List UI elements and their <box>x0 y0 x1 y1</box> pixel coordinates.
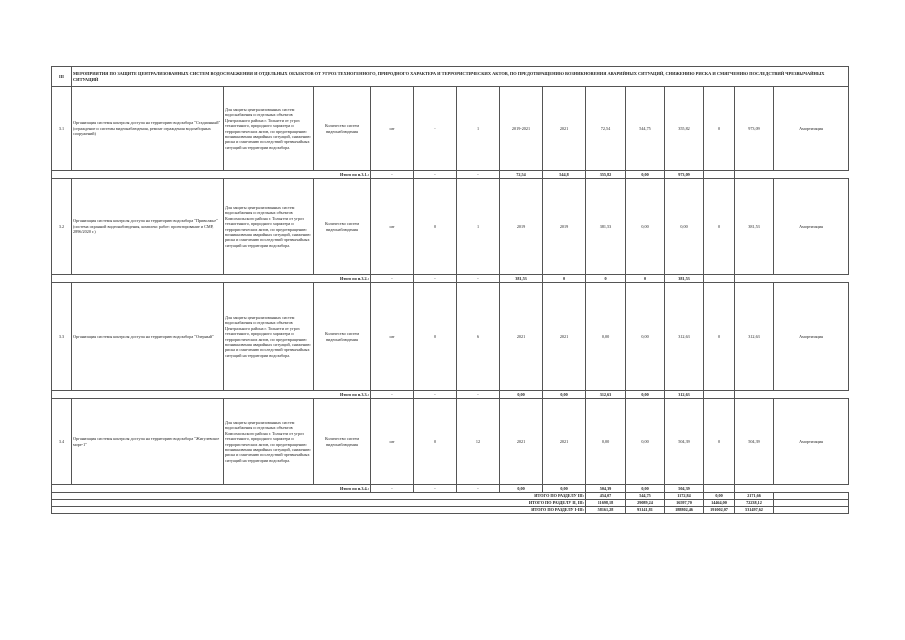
total-empty <box>774 507 849 514</box>
subtotal-value: 72,54 <box>500 171 543 179</box>
subtotal-value: - <box>457 391 500 399</box>
subtotal-label: Итого по п.3.4.: <box>52 485 371 493</box>
value-after: 1 <box>457 179 500 275</box>
value-before: 0 <box>414 283 457 391</box>
subtotal-value: 0,00 <box>500 391 543 399</box>
subtotal-value: - <box>414 275 457 283</box>
subtotal-value: - <box>371 171 414 179</box>
total-value: 11698,18 <box>586 500 626 507</box>
total-value: 544,75 <box>626 493 665 500</box>
total-empty <box>774 500 849 507</box>
subtotal-value: 0,00 <box>500 485 543 493</box>
total-label: ИТОГО ПО РАЗДЕЛУ I-III: <box>52 507 586 514</box>
total-value: 1172,84 <box>665 493 704 500</box>
row-number: 3.3 <box>52 283 72 391</box>
cost-year-3: 0,00 <box>665 179 704 275</box>
end-year: 2021 <box>543 283 586 391</box>
table-row <box>52 179 849 275</box>
total-value: 191002,07 <box>704 507 735 514</box>
cost-year-2: 0,00 <box>626 179 665 275</box>
grand-total-row <box>52 493 849 500</box>
funding-source: Амортизация <box>774 283 849 391</box>
cost-year-1: 72,54 <box>586 87 626 171</box>
subtotal-value: 0 <box>586 275 626 283</box>
row-number: 3.2 <box>52 179 72 275</box>
indicator-name: Количество систем видеонаблюдения <box>314 179 371 275</box>
subtotal-value: 544,8 <box>543 171 586 179</box>
start-year: 2021 <box>500 399 543 485</box>
subtotal-value: 504,39 <box>586 485 626 493</box>
unit-cell: шт <box>371 179 414 275</box>
row-number: 3.1 <box>52 87 72 171</box>
unit-cell: шт <box>371 283 414 391</box>
indicator-name: Количество систем видеонаблюдения <box>314 283 371 391</box>
grand-total-row <box>52 507 849 514</box>
subtotal-value: 312,63 <box>586 391 626 399</box>
subtotal-row <box>52 171 849 179</box>
grand-total-row <box>52 500 849 507</box>
end-year: 2021 <box>543 87 586 171</box>
total-label: ИТОГО ПО РАЗДЕЛУ II, III: <box>52 500 586 507</box>
start-year: 2019 <box>500 179 543 275</box>
funding-source: Амортизация <box>774 179 849 275</box>
table-row <box>52 399 849 485</box>
table-row <box>52 87 849 171</box>
subtotal-value: 0,00 <box>543 485 586 493</box>
cost-year-3: 312,63 <box>665 283 704 391</box>
row-number: 3.4 <box>52 399 72 485</box>
total-value: 72238,12 <box>735 500 774 507</box>
measure-goal: Для защиты централизованных систем водоснабжения и отдельных объектов Комсомольского района г. Тольятти от угроз техногенного, природного характера и террористических актов, по предотвращению возникновения аварийных ситуаций, снижению риска и смягчению последствий чрезвычайных ситуаций на территории водозабора. <box>224 399 314 485</box>
value-after: 6 <box>457 283 500 391</box>
funding-source: Амортизация <box>774 399 849 485</box>
cost-year-2: 0,00 <box>626 283 665 391</box>
subtotal-value: 504,39 <box>665 485 704 493</box>
total-value: 531497,62 <box>735 507 774 514</box>
measure-name: Организация системы контроля доступа на территорию водозабора "Приволжье" (система охранной видеонаблюдения, комплекс работ: проектирование и СМР, 2896/2020 г.) <box>72 179 224 275</box>
total-value: 0,00 <box>704 493 735 500</box>
table-row <box>52 283 849 391</box>
subtotal-value: - <box>414 485 457 493</box>
subtotal-value: 0 <box>543 275 586 283</box>
subtotal-value: - <box>371 485 414 493</box>
cost-year-1: 0,00 <box>586 283 626 391</box>
subtotal-label: Итого по п.3.3.: <box>52 391 371 399</box>
subtotal-value: 0,00 <box>626 485 665 493</box>
subtotal-label: Итого по п.3.2.: <box>52 275 371 283</box>
subtotal-value: 0,00 <box>626 391 665 399</box>
indicator-name: Количество систем видеонаблюдения <box>314 399 371 485</box>
subtotal-value: 381,53 <box>665 275 704 283</box>
subtotal-label: Итого по п.3.1.: <box>52 171 371 179</box>
measure-name: Организация системы контроля доступа на территорию водозабора "Озерный" <box>72 283 224 391</box>
cost-year-4: 0 <box>704 283 735 391</box>
total-value: 16597,70 <box>665 500 704 507</box>
measure-goal: Для защиты централизованных систем водоснабжения и отдельных объектов Комсомольского района г. Тольятти от угроз техногенного, природного характера и террористических актов, по предотвращению возникновения аварийных ситуаций, снижению риска и смягчению последствий чрезвычайных ситуаций на территории водозабора. <box>224 179 314 275</box>
cost-year-1: 381,53 <box>586 179 626 275</box>
cost-total: 504,39 <box>735 399 774 485</box>
subtotal-value: 355,82 <box>586 171 626 179</box>
subtotal-empty <box>704 391 735 399</box>
subtotal-value: 0,00 <box>626 171 665 179</box>
subtotal-empty <box>704 171 735 179</box>
cost-year-3: 504,39 <box>665 399 704 485</box>
measure-name: Организация системы контроля доступа на территорию водозабора "Стадионный" (ограждение и системы видеонаблюдения, ремонт ограждения водозаборных сооружений) <box>72 87 224 171</box>
cost-year-2: 0,00 <box>626 399 665 485</box>
subtotal-value: 0 <box>626 275 665 283</box>
unit-cell: шт <box>371 87 414 171</box>
start-year: 2019-2021 <box>500 87 543 171</box>
total-value: 29089,24 <box>626 500 665 507</box>
total-value: 188802,46 <box>665 507 704 514</box>
subtotal-row <box>52 485 849 493</box>
value-before: - <box>414 87 457 171</box>
total-value: 93141,81 <box>626 507 665 514</box>
cost-year-4: 0 <box>704 399 735 485</box>
cost-year-3: 355,82 <box>665 87 704 171</box>
subtotal-value: 0,00 <box>543 391 586 399</box>
section-header-row <box>52 67 849 87</box>
section-number: III <box>52 67 72 87</box>
subtotal-value: - <box>414 171 457 179</box>
subtotal-value: 973,09 <box>665 171 704 179</box>
subtotal-value: 312,63 <box>665 391 704 399</box>
value-before: 0 <box>414 179 457 275</box>
value-after: 1 <box>457 87 500 171</box>
subtotal-value: - <box>414 391 457 399</box>
subtotal-value: - <box>457 275 500 283</box>
cost-total: 973,09 <box>735 87 774 171</box>
total-empty <box>774 493 849 500</box>
subtotal-value: - <box>371 391 414 399</box>
cost-total: 381,53 <box>735 179 774 275</box>
cost-year-2: 544,75 <box>626 87 665 171</box>
measure-name: Организация системы контроля доступа на территорию водозабора "Жигулевское море-1" <box>72 399 224 485</box>
subtotal-value: - <box>457 485 500 493</box>
indicator-name: Количество систем видеонаблюдения <box>314 87 371 171</box>
end-year: 2019 <box>543 179 586 275</box>
start-year: 2021 <box>500 283 543 391</box>
cost-total: 312,63 <box>735 283 774 391</box>
measure-goal: Для защиты централизованных систем водоснабжения и отдельных объектов Центрального района г. Тольятти от угроз техногенного, природного характера и террористических актов, по предотвращению возникновения аварийных ситуаций, снижению риска и смягчению последствий чрезвычайных ситуаций на территории водозабора. <box>224 283 314 391</box>
total-label: ИТОГО ПО РАЗДЕЛУ III: <box>52 493 586 500</box>
subtotal-value: 381,53 <box>500 275 543 283</box>
subtotal-row <box>52 275 849 283</box>
value-before: 0 <box>414 399 457 485</box>
total-value: 454,07 <box>586 493 626 500</box>
cost-year-4: 0 <box>704 87 735 171</box>
subtotal-row <box>52 391 849 399</box>
measure-goal: Для защиты централизованных систем водоснабжения и отдельных объектов Центрального района г. Тольятти от угроз техногенного, природного характера и террористических актов, по предотвращению возникновения аварийных ситуаций, снижению риска и смягчению последствий чрезвычайных ситуаций на территории водозабора. <box>224 87 314 171</box>
unit-cell: шт <box>371 399 414 485</box>
section-title: МЕРОПРИЯТИЯ ПО ЗАЩИТЕ ЦЕНТРАЛИЗОВАННЫХ СИСТЕМ ВОДОСНАБЖЕНИЯ И ОТДЕЛЬНЫХ ОБЪЕКТОВ ОТ УГРОЗ ТЕХНОГЕННОГО, ПРИРОДНОГО ХАРАКТЕРА И ТЕРРОРИСТИЧЕСКИХ АКТОВ, ПО ПРЕДОТВРАЩЕНИЮ ВОЗНИКНОВЕНИЯ АВАРИЙНЫХ СИТУАЦИЙ, СНИЖЕНИЮ РИСКА И СМЯГЧЕНИЮ ПОСЛЕДСТВИЙ ЧРЕЗВЫЧАЙНЫХ СИТУАЦИЙ <box>72 67 849 87</box>
total-value: 58161,28 <box>586 507 626 514</box>
subtotal-empty <box>704 485 735 493</box>
investment-program-table <box>51 66 849 514</box>
subtotal-empty <box>704 275 735 283</box>
value-after: 12 <box>457 399 500 485</box>
total-value: 2171,66 <box>735 493 774 500</box>
total-value: 14464,00 <box>704 500 735 507</box>
subtotal-value: - <box>371 275 414 283</box>
cost-year-4: 0 <box>704 179 735 275</box>
end-year: 2021 <box>543 399 586 485</box>
subtotal-value: - <box>457 171 500 179</box>
cost-year-1: 0,00 <box>586 399 626 485</box>
funding-source: Амортизация <box>774 87 849 171</box>
